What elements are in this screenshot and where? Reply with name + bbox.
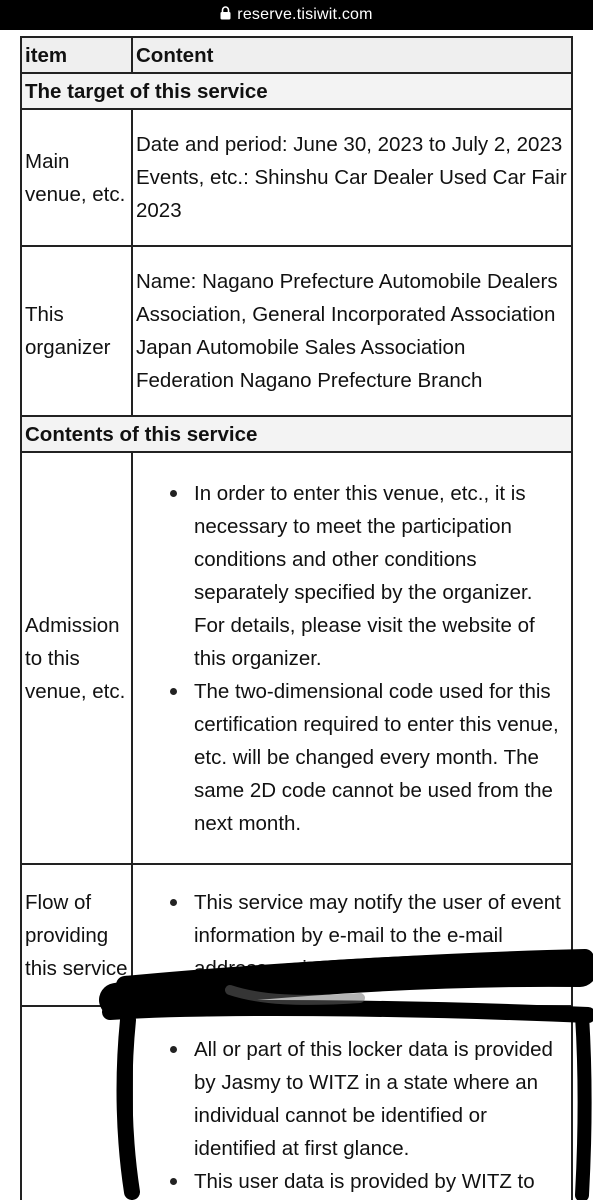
data-provision-content — [132, 1006, 572, 1200]
header-content: Content — [132, 37, 572, 73]
table-row-admission — [21, 452, 572, 864]
table-header-row — [21, 37, 572, 73]
flow-label: Flow of providing this service — [21, 864, 132, 1006]
admission-list — [136, 477, 568, 840]
main-venue-content — [132, 109, 572, 246]
header-item: item — [21, 37, 132, 73]
table-row-main-venue — [21, 109, 572, 246]
lock-icon — [220, 6, 231, 25]
browser-url-bar[interactable] — [0, 0, 593, 30]
table-row-flow — [21, 864, 572, 1006]
organizer-label: This organizer — [21, 246, 132, 416]
list-item: This service may notify the user of event information by e-mail to the e-mail address registered by the user. — [194, 886, 568, 985]
data-provision-list — [136, 1007, 568, 1198]
section-target-title: The target of this service — [21, 73, 572, 109]
main-venue-period: Date and period: June 30, 2023 to July 2, 2023 — [136, 133, 563, 156]
service-table — [20, 36, 573, 1200]
admission-content — [132, 452, 572, 864]
table-row-data-provision — [21, 1006, 572, 1200]
section-contents-title: Contents of this service — [21, 416, 572, 452]
flow-list — [136, 886, 568, 985]
flow-content — [132, 864, 572, 1006]
list-item: This user data is provided by WITZ to — [194, 1165, 568, 1198]
section-row-contents — [21, 416, 572, 452]
list-item: In order to enter this venue, etc., it is necessary to meet the participation conditions and other conditions separately specified by the organizer. For details, please visit the website of this organizer. — [194, 477, 568, 675]
url-text: reserve.tisiwit.com — [237, 6, 373, 23]
table-row-organizer — [21, 246, 572, 416]
list-item: The two-dimensional code used for this certification required to enter this venue, etc. will be changed every month. The same 2D code cannot be used from the next month. — [194, 675, 568, 840]
main-venue-events: Events, etc.: Shinshu Car Dealer Used Car Fair 2023 — [136, 166, 567, 222]
list-item: All or part of this locker data is provided by Jasmy to WITZ in a state where an individual cannot be identified or identified at first glance. — [194, 1033, 568, 1165]
admission-label: Admission to this venue, etc. — [21, 452, 132, 864]
organizer-content: Name: Nagano Prefecture Automobile Dealers Association, General Incorporated Association Japan Automobile Sales Association Federation Nagano Prefecture Branch — [132, 246, 572, 416]
data-provision-label — [21, 1006, 132, 1200]
page-content[interactable] — [0, 30, 593, 1200]
main-venue-label: Main venue, etc. — [21, 109, 132, 246]
section-row-target — [21, 73, 572, 109]
